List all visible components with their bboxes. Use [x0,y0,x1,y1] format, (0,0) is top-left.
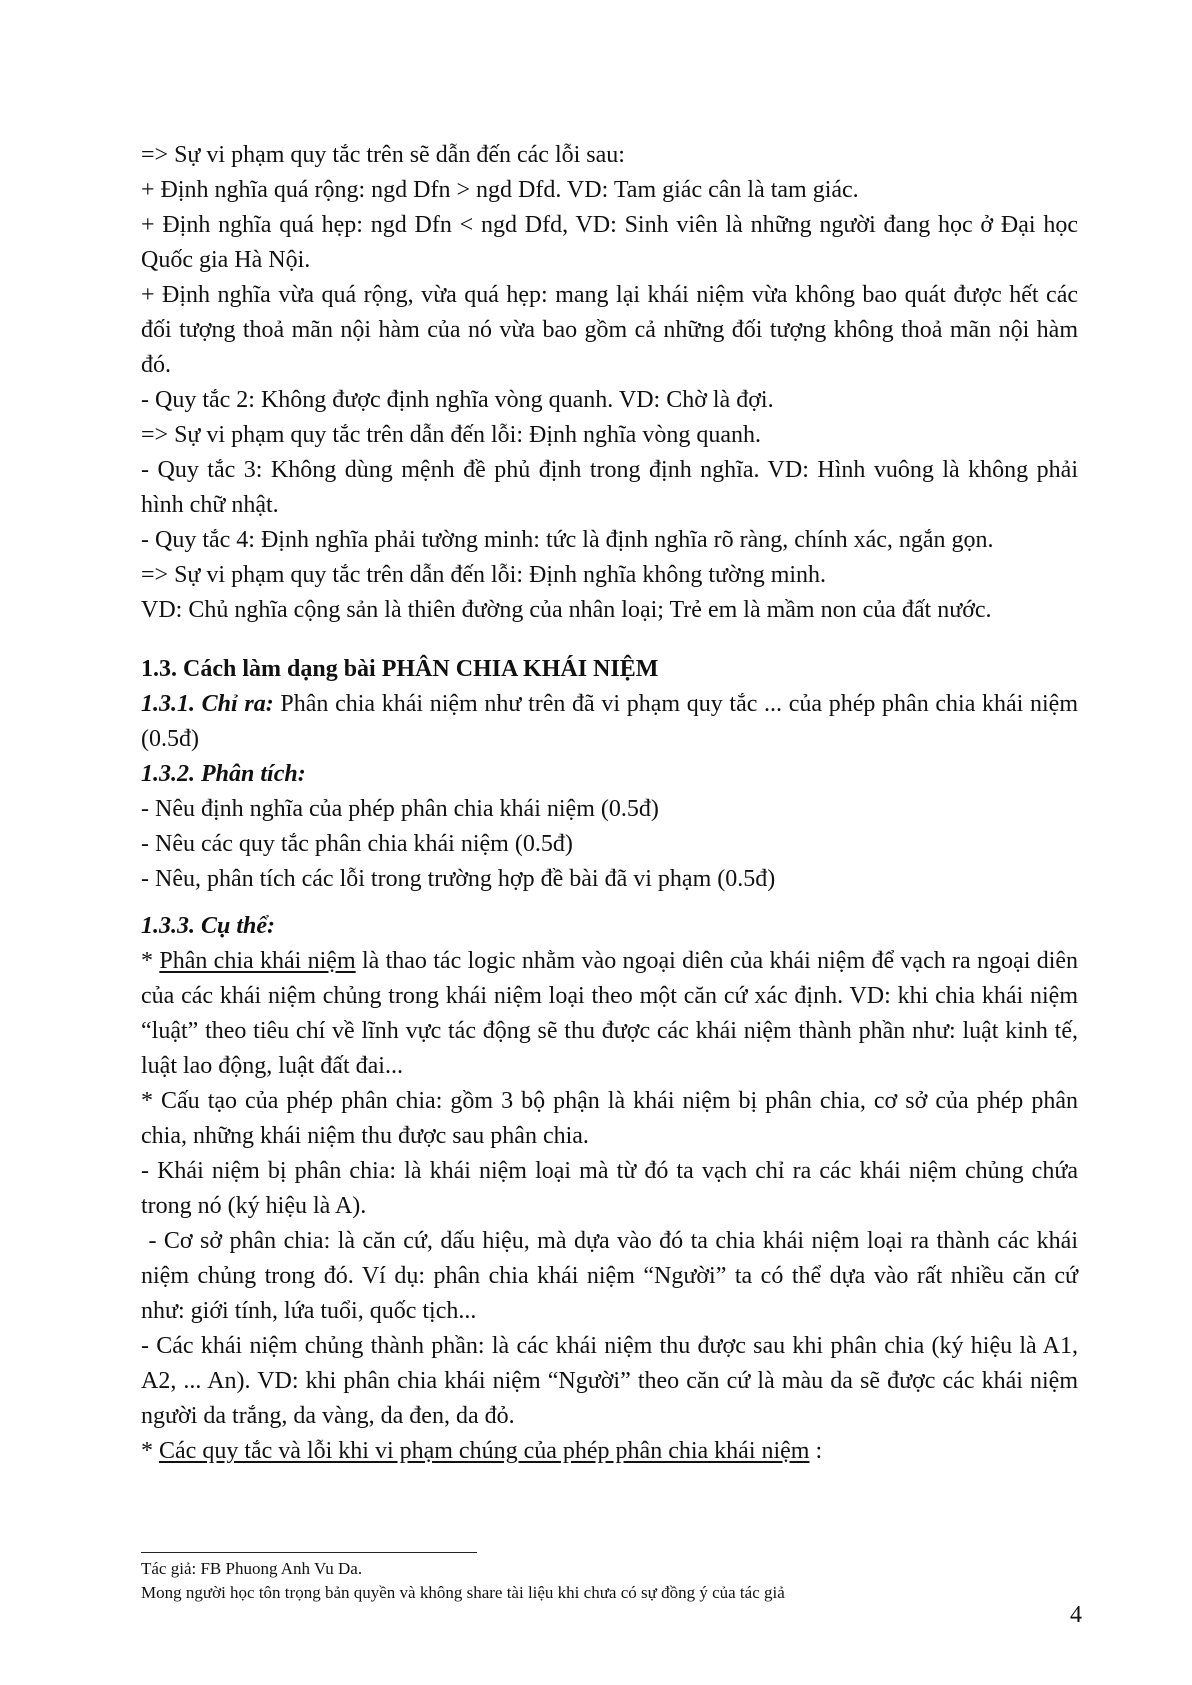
paragraph-division-basis: - Cơ sở phân chia: là căn cứ, dấu hiệu, mà dựa vào đó ta chia khái niệm loại ra thành các khái niệm chủng trong đó. Ví dụ: phân chia khái niệm “Người” ta có thể dựa vào rất nhiều căn cứ như: giới tính, lứa tuổi, quốc tịch... [141,1228,1084,1324]
paragraph-too-broad: + Định nghĩa quá rộng: ngd Dfn > ngd Dfd. VD: Tam giác cân là tam giác. [141,177,859,203]
bullet-star: * [141,1438,159,1464]
paragraph-component-concepts: - Các khái niệm chủng thành phần: là các khái niệm thu được sau khi phân chia (ký hiệu là A1, A2, ... An). VD: khi phân chia khái niệm “Người” theo căn cứ là màu da sẽ được các khái niệm người da trắng, da vàng, da đen, da đỏ. [141,1333,1078,1429]
page-body [141,138,1084,1469]
footnote [141,1557,1078,1605]
subsection-1-3-1-label: 1.3.1. Chỉ ra: [141,691,274,717]
subsection-1-3-2-heading: 1.3.2. Phân tích: [141,761,306,787]
paragraph-division-structure: * Cấu tạo của phép phân chia: gồm 3 bộ phận là khái niệm bị phân chia, cơ sở của phép phân chia, những khái niệm thu được sau phân chia. [141,1088,1078,1149]
subsection-1-3-1-text: Phân chia khái niệm như trên đã vi phạm quy tắc ... của phép phân chia khái niệm (0.5đ) [141,691,1079,752]
subsection-1-3-3-heading: 1.3.3. Cụ thể: [141,913,276,939]
bullet-star: * [141,948,160,974]
paragraph-rule-2-error: => Sự vi phạm quy tắc trên dẫn đến lỗi: Định nghĩa vòng quanh. [141,422,761,448]
paragraph-rule-3: - Quy tắc 3: Không dùng mệnh đề phủ định trong định nghĩa. VD: Hình vuông là không phải hình chữ nhật. [141,457,1078,518]
paragraph-consequence-intro: => Sự vi phạm quy tắc trên sẽ dẫn đến các lỗi sau: [141,142,625,168]
footnote-copyright-notice: Mong người học tôn trọng bản quyền và không share tài liệu khi chưa có sự đồng ý của tác giả [141,1583,785,1602]
footnote-author: Tác giả: FB Phuong Anh Vu Da. [141,1559,363,1578]
division-definition-text: là thao tác logic nhằm vào ngoại diên của khái niệm để vạch ra ngoại diên của các khái niệm chủng trong khái niệm loại theo một căn cứ xác định. VD: khi chia khái niệm “luật” theo tiêu chí về lĩnh vực tác động sẽ thu được các khái niệm thành phần như: luật kinh tế, luật lao động, luật đất đai... [141,948,1079,1079]
paragraph-rules-heading [141,1434,1078,1469]
paragraph-too-narrow: + Định nghĩa quá hẹp: ngd Dfn < ngd Dfd, VD: Sinh viên là những người đang học ở Đại học Quốc gia Hà Nội. [141,212,1078,273]
section-gap [141,628,1078,652]
term-rules-and-errors: Các quy tắc và lỗi khi vi phạm chúng của phép phân chia khái niệm [159,1438,810,1464]
subsection-gap [141,897,1078,909]
paragraph-rule-4-example: VD: Chủ nghĩa cộng sản là thiên đường của nhân loại; Trẻ em là mầm non của đất nước. [141,597,992,623]
section-heading-1-3: 1.3. Cách làm dạng bài PHÂN CHIA KHÁI NIỆM [141,656,659,682]
page-number: 4 [1070,1602,1082,1628]
paragraph-broad-and-narrow: + Định nghĩa vừa quá rộng, vừa quá hẹp: mang lại khái niệm vừa không bao quát được hết các đối tượng thoả mãn nội hàm của nó vừa bao gồm cả những đối tượng không thoả mãn nội hàm đó. [141,282,1078,378]
analysis-item-definition: - Nêu định nghĩa của phép phân chia khái niệm (0.5đ) [141,796,659,822]
subsection-1-3-1 [141,687,1078,757]
analysis-item-errors: - Nêu, phân tích các lỗi trong trường hợp đề bài đã vi phạm (0.5đ) [141,866,776,892]
footnote-divider [141,1552,477,1553]
rules-heading-colon: : [809,1438,823,1464]
paragraph-division-definition [141,944,1078,1084]
paragraph-rule-4: - Quy tắc 4: Định nghĩa phải tường minh: tức là định nghĩa rõ ràng, chính xác, ngắn gọn. [141,527,994,553]
term-division: Phân chia khái niệm [159,948,356,974]
paragraph-rule-2: - Quy tắc 2: Không được định nghĩa vòng quanh. VD: Chờ là đợi. [141,387,774,413]
paragraph-divided-concept: - Khái niệm bị phân chia: là khái niệm loại mà từ đó ta vạch chỉ ra các khái niệm chủng chứa trong nó (ký hiệu là A). [141,1158,1078,1219]
paragraph-rule-4-error: => Sự vi phạm quy tắc trên dẫn đến lỗi: Định nghĩa không tường minh. [141,562,827,588]
analysis-item-rules: - Nêu các quy tắc phân chia khái niệm (0.5đ) [141,831,573,857]
